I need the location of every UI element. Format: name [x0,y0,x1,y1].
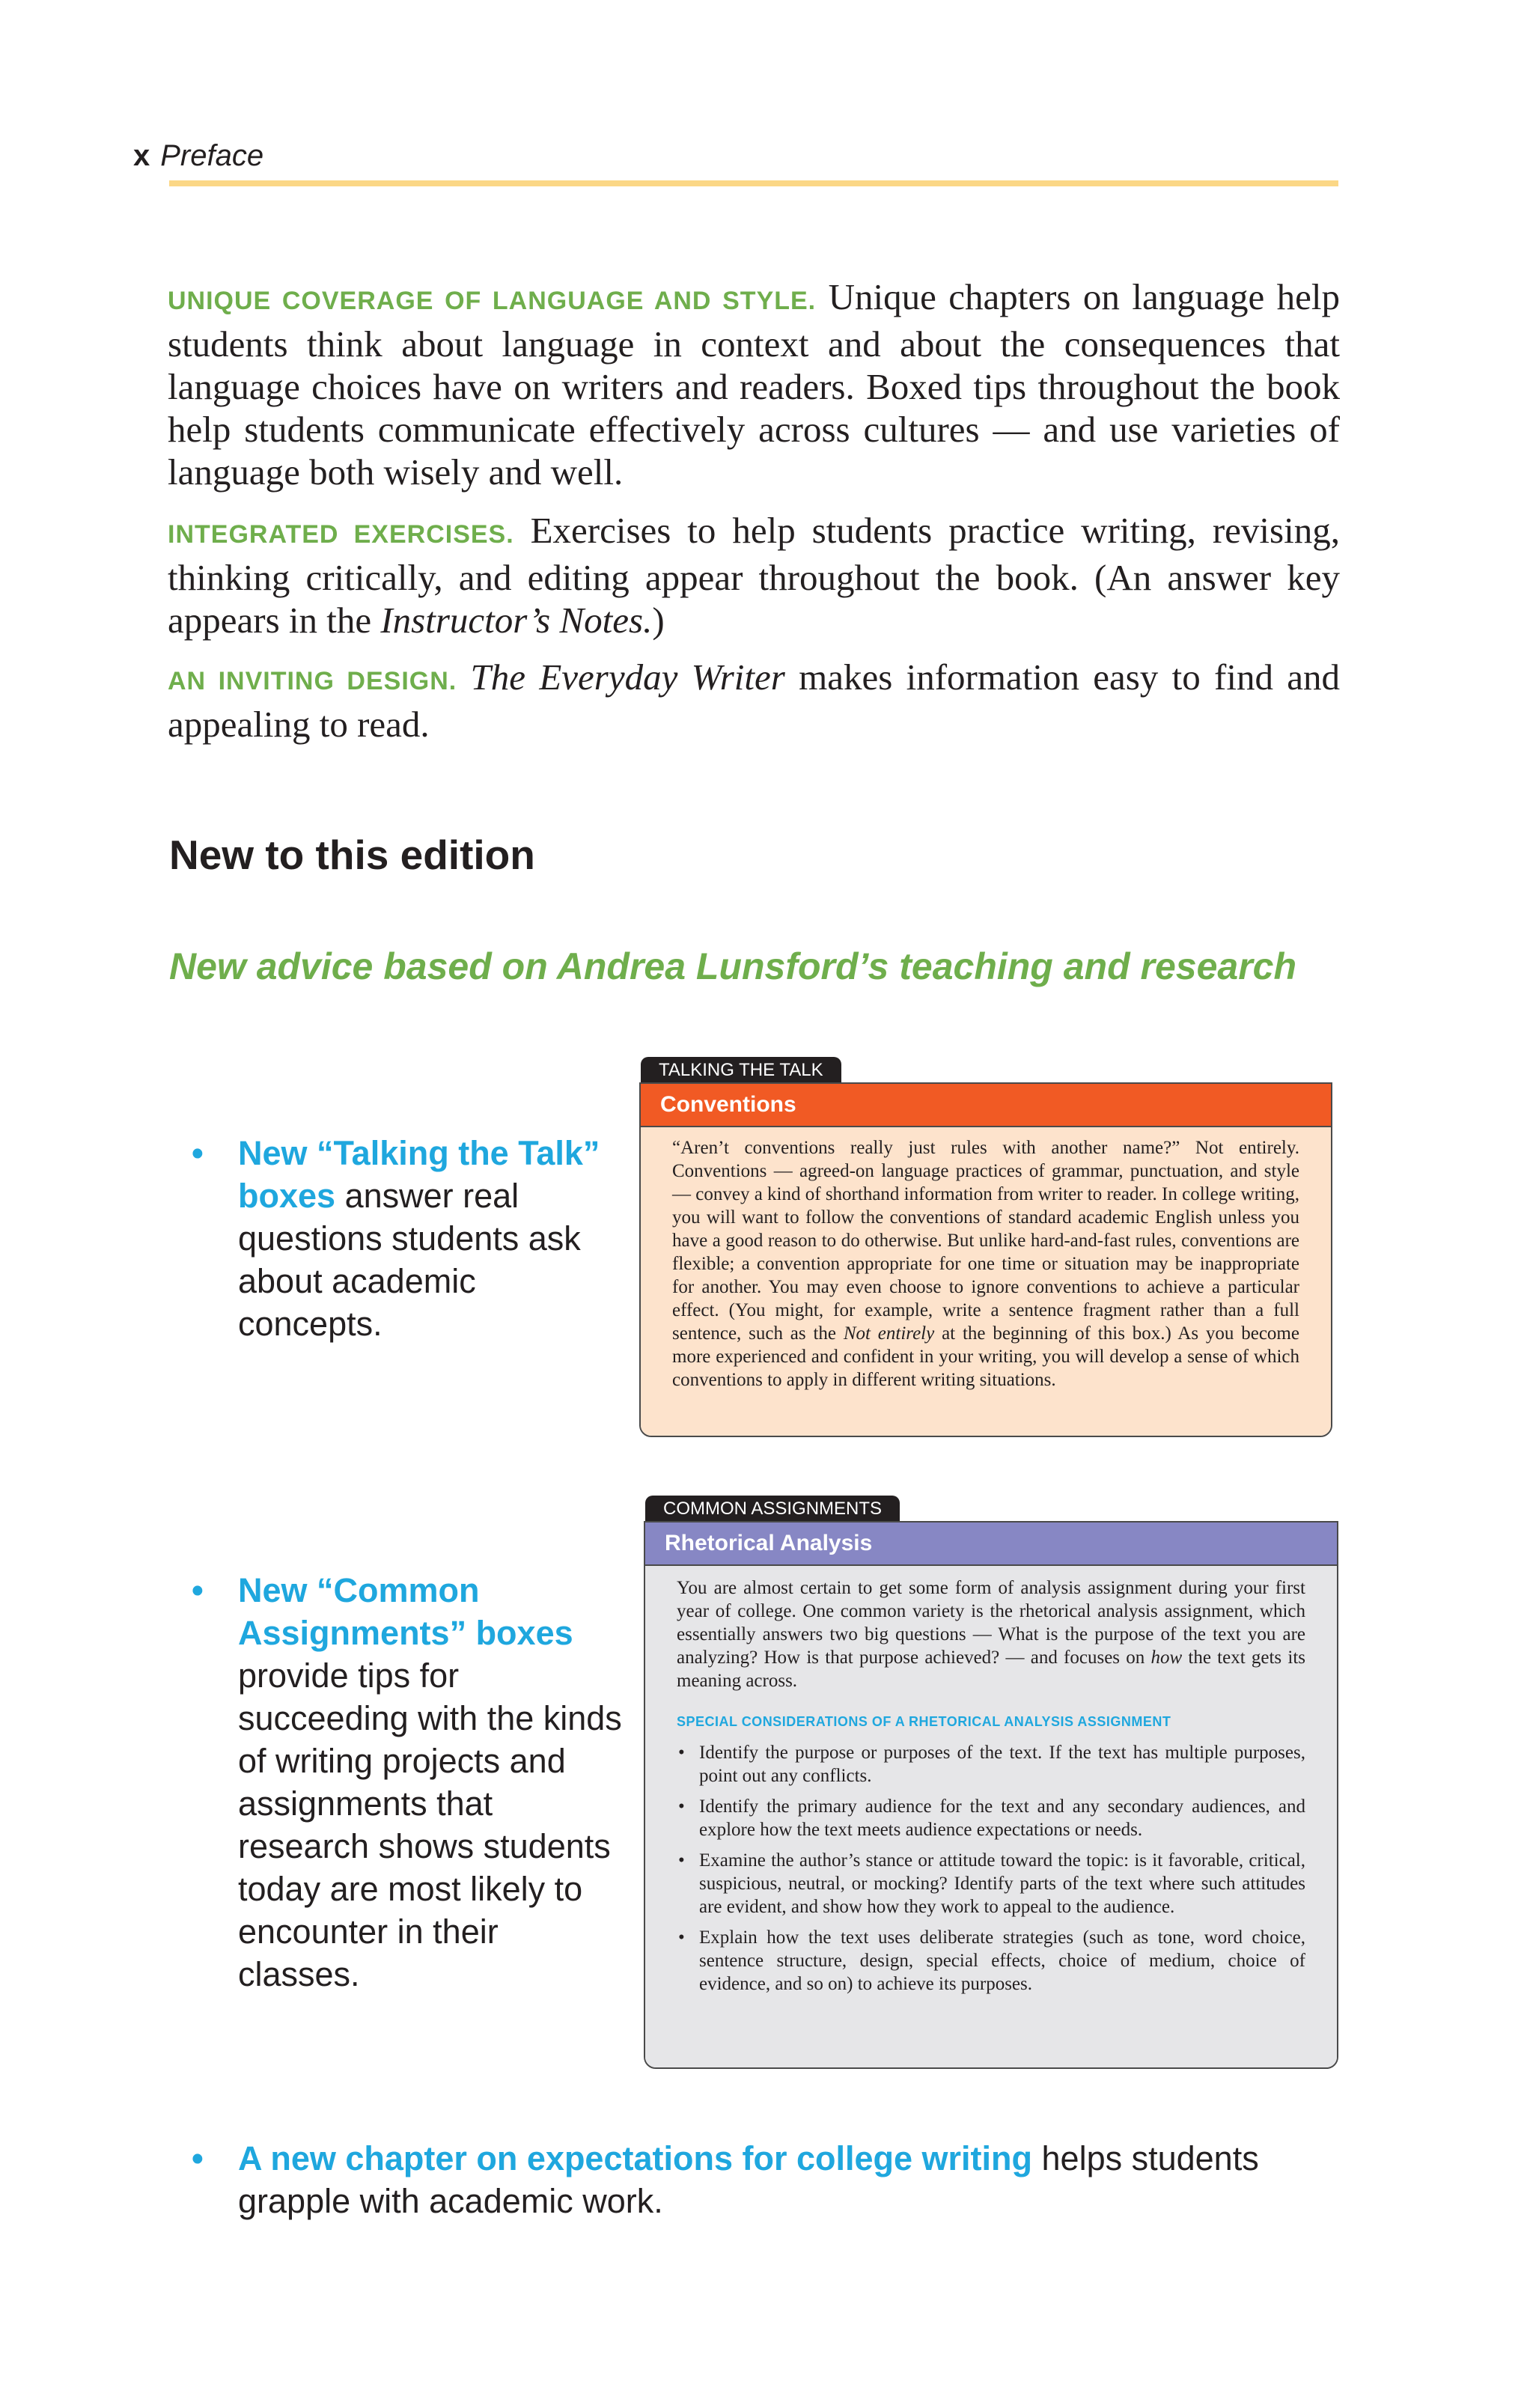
box-body [645,1566,1337,2069]
paragraph-text: makes information easy to find and appealing to read. [168,656,1340,745]
bullet-highlight: A new chapter on expectations for college writing [238,2139,1033,2177]
talking-the-talk-box [639,1082,1332,1437]
box-text: You are almost certain to get some form of analysis assignment during your first year of college. One common variety is the rhetorical analysis assignment, which essentially answers two big questions — What is the purpose of the text you are analyzing? How is that purpose achieved? — and focuses on [677,1578,1305,1668]
lead-in: UNIQUE COVERAGE OF LANGUAGE AND STYLE. [168,287,817,315]
box-tab-common-assignments: COMMON ASSIGNMENTS [645,1496,900,1521]
bullet-text: answer real questions students ask about academic concepts. [238,1177,581,1343]
page-number: x [133,139,150,172]
box-text-italic: Not entirely [843,1323,935,1344]
list-item: • Explain how the text uses deliberate strategies (such as tone, word choice, sentence structure, design, special effects, choice of medium, choice of evidence, and so on) to achieve its purposes. [677,1926,1305,1996]
box-title: Rhetorical Analysis [645,1522,1337,1566]
common-assignments-box [644,1521,1338,2069]
lead-in: INTEGRATED EXERCISES. [168,520,514,549]
box-intro [677,1576,1305,1692]
bullet-highlight: New “Common Assignments” boxes [238,1571,573,1652]
paragraph-text-end: ) [652,600,665,641]
header-title: Preface [160,139,264,172]
section-heading: New to this edition [169,832,535,878]
box-subheading: SPECIAL CONSIDERATIONS OF A RHETORICAL ANALYSIS ASSIGNMENT [677,1714,1171,1729]
bullet-common-assignments [192,1569,627,1996]
box-text-italic: how [1150,1648,1183,1668]
list-item: • Identify the purpose or purposes of the text. If the text has multiple purposes, point out any conflicts. [677,1741,1305,1787]
paragraph-italic: Instructor’s Notes. [380,600,653,641]
paragraph-design [168,656,1340,746]
subsection-heading: New advice based on Andrea Lunsford’s teaching and research [169,945,1297,987]
paragraph-text: Exercises to help students practice writing, revising, thinking critically, and editing appear throughout the book. (An answer key appears in the [168,510,1340,641]
box-title: Conventions [641,1084,1331,1127]
box-text-end: the text gets its meaning across. [677,1648,1306,1691]
bullet-text: provide tips for succeeding with the kinds of writing projects and assignments that research shows students today are most likely to encounter in their classes. [238,1656,622,1993]
box-text-end: at the beginning of this box.) As you become more experienced and confident in your writing, you will develop a sense of which conventions to apply in different writing situations. [672,1323,1299,1390]
paragraph-language-style [168,275,1340,493]
bullet-dot: • [192,1134,204,1172]
list-item: • Identify the primary audience for the text and any secondary audiences, and explore how the text meets audience expectations or needs. [677,1795,1305,1841]
bullet-dot: • [192,1571,204,1609]
considerations-list [677,1741,1305,1996]
bullet-text: helps students grapple with academic work. [238,2139,1259,2220]
paragraph-exercises [168,509,1340,641]
paragraph-text: Unique chapters on language help students think about language in context and about the consequences that language choices have on writers and readers. Boxed tips throughout the book help students communicate effectively across cultures — and use varieties of language both wisely and well. [168,276,1341,493]
book-title: The Everyday Writer [470,656,785,698]
bullet-new-chapter [192,2137,1346,2222]
box-tab-talking-the-talk: TALKING THE TALK [641,1057,841,1082]
bullet-talking-the-talk [192,1132,627,1345]
box-body [641,1127,1331,1437]
bullet-highlight: New “Talking the Talk” boxes [238,1134,600,1215]
header-rule [169,180,1338,186]
lead-in: AN INVITING DESIGN. [168,667,457,695]
running-header [133,139,263,173]
bullet-dot: • [192,2139,204,2177]
list-item: • Examine the author’s stance or attitude toward the topic: is it favorable, critical, suspicious, neutral, or mocking? Identify parts of the text where such attitudes are evident, and show how they work to appeal to the audience. [677,1849,1305,1918]
box-text: “Aren’t conventions really just rules with another name?” Not entirely. Conventions — agreed-on language practices of grammar, punctuation, and style — convey a kind of shorthand information from writer to reader. In college writing, you will want to follow the conventions of standard academic English unless you have a good reason to do otherwise. But unlike hard-and-fast rules, conventions are flexible; a convention appropriate for one time or situation may be inappropriate for another. You may even choose to ignore conventions to achieve a particular effect. (You might, for example, write a sentence fragment rather than a full sentence, such as the [672,1138,1299,1344]
